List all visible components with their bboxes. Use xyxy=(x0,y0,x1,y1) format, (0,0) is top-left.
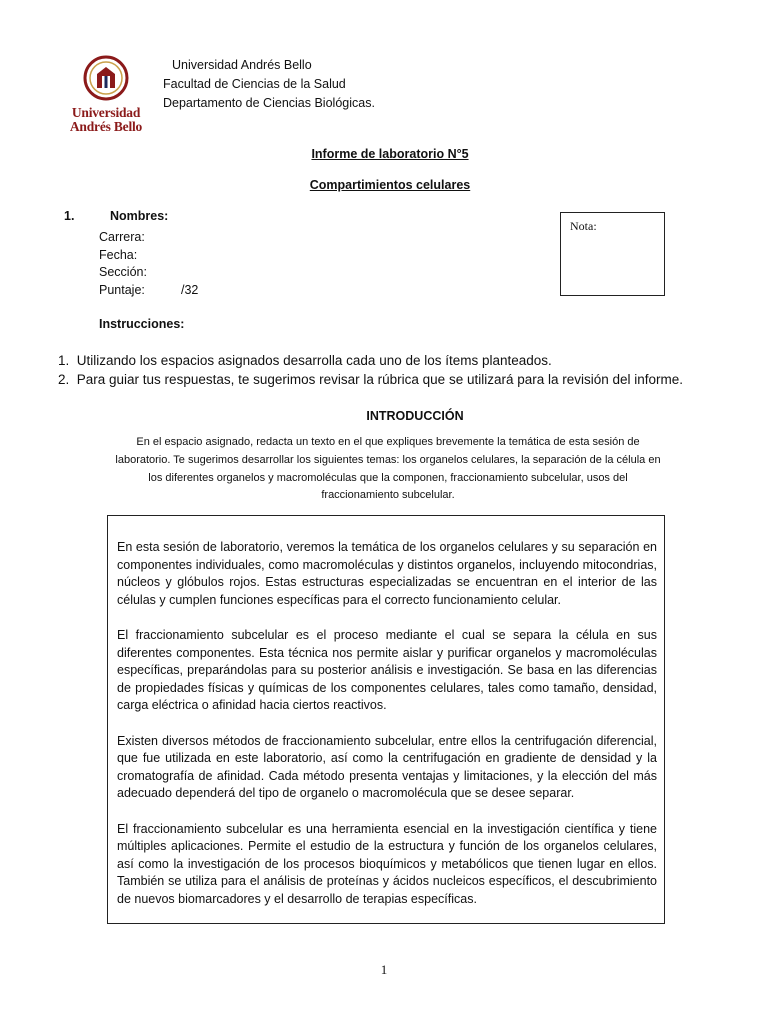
introduction-prompt: En el espacio asignado, redacta un texto en el que expliques brevemente la temática de esta sesión de laboratorio. Te sugerimos desarrollar los siguientes temas: los organelos celulares, la separación de la célula en los diferentes organelos y macromoléculas que la componen, fraccionamiento subcelular, usos del fraccionamiento subcelular. xyxy=(115,436,661,502)
page-number: 1 xyxy=(380,962,388,977)
introduction-heading: INTRODUCCIÓN xyxy=(366,409,464,423)
university-emblem-icon xyxy=(82,54,130,102)
score-label: Puntaje: xyxy=(99,283,145,297)
section-number: 1. xyxy=(64,209,75,223)
report-subtitle: Compartimientos celulares xyxy=(309,178,471,192)
score-value: /32 xyxy=(181,283,199,297)
faculty-name: Facultad de Ciencias de la Salud xyxy=(163,77,346,91)
introduction-paragraph: Existen diversos métodos de fraccionamiento subcelular, entre ellos la centrifugación diferencial, que fue utilizada en este laboratorio, así como la centrifugación en gradiente de densidad y la cromatografía de afinidad. Cada método presenta ventajas y limitaciones, y la elección del más adecuado dependerá del tipo de organelo o macromolécula que se desee separar. xyxy=(117,733,657,801)
names-label: Nombres: xyxy=(110,209,169,223)
logo-text-line2: Andrés Bello xyxy=(69,119,143,134)
grade-label: Nota: xyxy=(570,219,597,233)
university-name: Universidad Andrés Bello xyxy=(172,58,312,72)
instruction-item: 1. Utilizando los espacios asignados desarrolla cada uno de los ítems planteados. xyxy=(58,353,552,368)
department-name: Departamento de Ciencias Biológicas. xyxy=(163,96,375,110)
introduction-answer-box xyxy=(107,515,665,924)
introduction-paragraph: El fraccionamiento subcelular es el proceso mediante el cual se separa la célula en sus diferentes componentes. Esta técnica nos permite aislar y purificar organelos y macromoléculas específicas, preparándolas para su posterior análisis e investigación. Se basa en las diferencias de propiedades físicas y químicas de los componentes celulares, tales como tamaño, densidad, carga eléctrica o afinidad hacia ciertos reactivos. xyxy=(117,627,657,713)
report-title: Informe de laboratorio N°5 xyxy=(311,147,469,161)
grade-box xyxy=(560,212,665,296)
career-label: Carrera: xyxy=(99,230,145,244)
section-label: Sección: xyxy=(99,265,147,279)
date-label: Fecha: xyxy=(99,247,138,262)
introduction-paragraph: En esta sesión de laboratorio, veremos la temática de los organelos celulares y su separación en componentes individuales, como macromoléculas y distintos organelos, incluyendo mitocondrias, núcleos y glóbulos rojos. Estas estructuras especializadas se encuentran en el interior de las células y cumplen funciones específicas para el correcto funcionamiento celular. xyxy=(117,540,657,607)
introduction-paragraph: El fraccionamiento subcelular es una herramienta esencial en la investigación científica y tiene múltiples aplicaciones. Permite el estudio de la estructura y función de los organelos celulares, así como la investigación de los procesos bioquímicos y metabólicos que tienen lugar en ellos. También se utiliza para el análisis de proteínas y ácidos nucleicos específicos, el descubrimiento de nuevos biomarcadores y el desarrollo de terapias específicas. xyxy=(117,821,657,906)
logo-text-line1: Universidad xyxy=(71,105,141,120)
instructions-heading: Instrucciones: xyxy=(99,317,185,331)
instruction-item: 2. Para guiar tus respuestas, te sugerimos revisar la rúbrica que se utilizará para la revisión del informe. xyxy=(58,372,684,387)
instructions-list xyxy=(58,351,683,389)
university-logo xyxy=(64,54,148,138)
